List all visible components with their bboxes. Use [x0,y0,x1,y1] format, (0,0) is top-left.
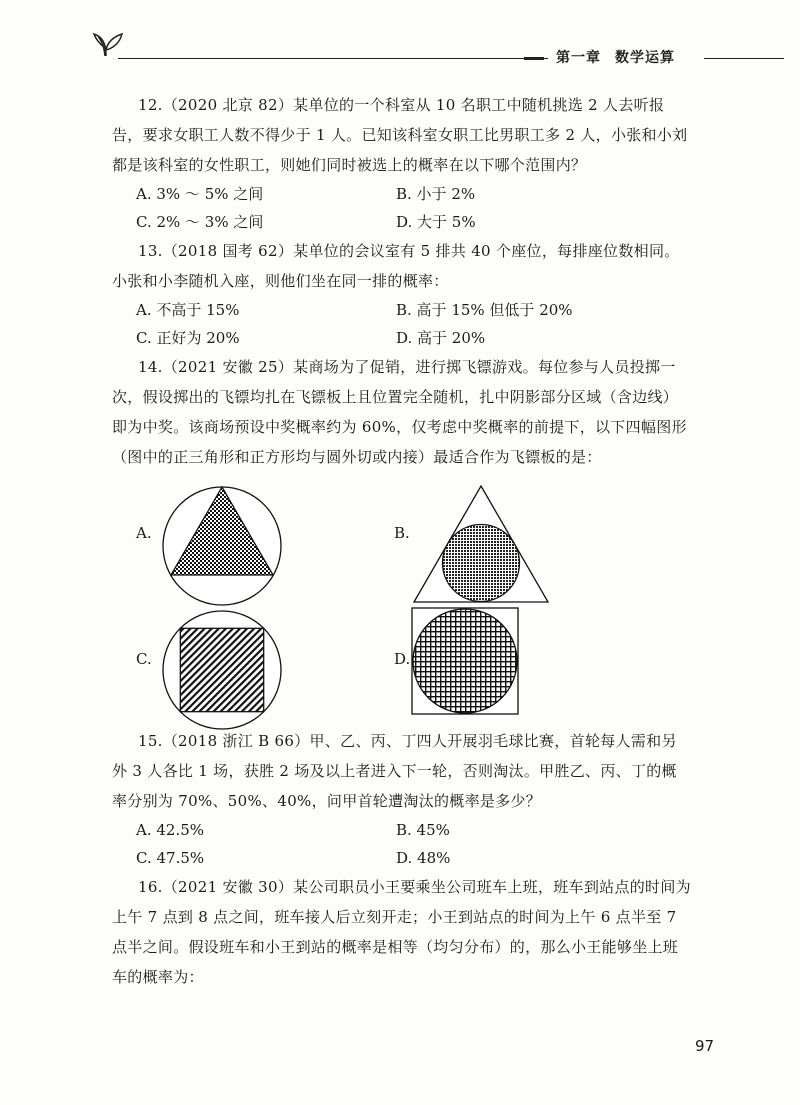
question-13-options-row1 [112,296,692,324]
question-14-stem: 14.（2021 安徽 25）某商场为了促销，进行掷飞镖游戏。每位参与人员投掷一次，假设掷出的飞镖均扎在飞镖板上且位置完全随机，扎中阴影部分区域（含边线）即为中奖。该商场预设中奖概率约为 60%，仅考虑中奖概率的前提下，以下四幅图形（图中的正三角形和正方形均与圆外切或内接）最适合作为飞镖板的是： [112,358,687,466]
figure-d-label: D. [394,650,411,668]
header-rule-left [118,58,548,59]
page-number: 97 [695,1037,715,1055]
chapter-title [556,47,675,67]
question-13-option-b: B. 高于 15% 但低于 20% [396,301,573,319]
question-15-option-c: C. 47.5% [136,849,205,867]
question-12-option-a: A. 3% ～ 5% 之间 [136,185,264,203]
page-header [0,0,800,70]
question-12-stem: 12.（2020 北京 82）某单位的一个科室从 10 名职工中随机挑选 2 人去听报告，要求女职工人数不得少于 1 人。已知该科室女职工比男职工多 2 人，小张和小刘都是该科室的女性职工，则她们同时被选上的概率在以下哪个范围内？ [112,96,688,174]
question-12-options-row2 [112,208,692,236]
question-14-figures [112,484,692,726]
header-rule-right [704,58,784,59]
question-13-stem: 13.（2018 国考 62）某单位的会议室有 5 排共 40 个座位，每排座位数相同。小张和小李随机入座，则他们坐在同一排的概率： [112,242,680,290]
figure-d-circle-in-square [410,606,522,718]
question-12-option-b: B. 小于 2% [396,185,476,203]
question-13-option-d: D. 高于 20% [396,329,486,347]
question-13-option-c: C. 正好为 20% [136,329,240,347]
question-12-options-row1 [112,180,692,208]
question-15-option-d: D. 48% [396,849,451,867]
figure-c-label: C. [136,650,152,668]
figure-a-triangle-in-circle [160,484,284,608]
question-15-options-row1 [112,816,692,844]
page-content [112,90,692,992]
figure-b-label: B. [394,524,410,542]
leaf-icon [92,30,126,60]
figure-b-circle-in-triangle [410,484,552,608]
figure-c-square-in-circle [160,608,284,732]
question-12-option-d: D. 大于 5% [396,213,476,231]
figure-a-label: A. [136,524,152,542]
question-13-option-a: A. 不高于 15% [136,301,240,319]
question-12-option-c: C. 2% ～ 3% 之间 [136,213,264,231]
question-15-option-a: A. 42.5% [136,821,205,839]
section-title: 数学运算 [615,50,675,66]
question-15-option-b: B. 45% [396,821,450,839]
question-16-stem: 16.（2021 安徽 30）某公司职员小王要乘坐公司班车上班，班车到站点的时间为上午 7 点到 8 点之间，班车接人后立刻开走；小王到站点的时间为上午 6 点半至 7 点半之间。假设班车和小王到站的概率是相等（均匀分布）的，那么小王能够坐上班车的概率为： [112,878,691,986]
question-13-options-row2 [112,324,692,352]
chapter-number: 第一章 [556,50,601,66]
question-15-stem: 15.（2018 浙江 B 66）甲、乙、丙、丁四人开展羽毛球比赛，首轮每人需和另外 3 人各比 1 场，获胜 2 场及以上者进入下一轮，否则淘汰。甲胜乙、丙、丁的概率分别为 70%、50%、40%，问甲首轮遭淘汰的概率是多少？ [112,732,677,810]
header-rule-accent [524,57,544,60]
question-15-options-row2 [112,844,692,872]
